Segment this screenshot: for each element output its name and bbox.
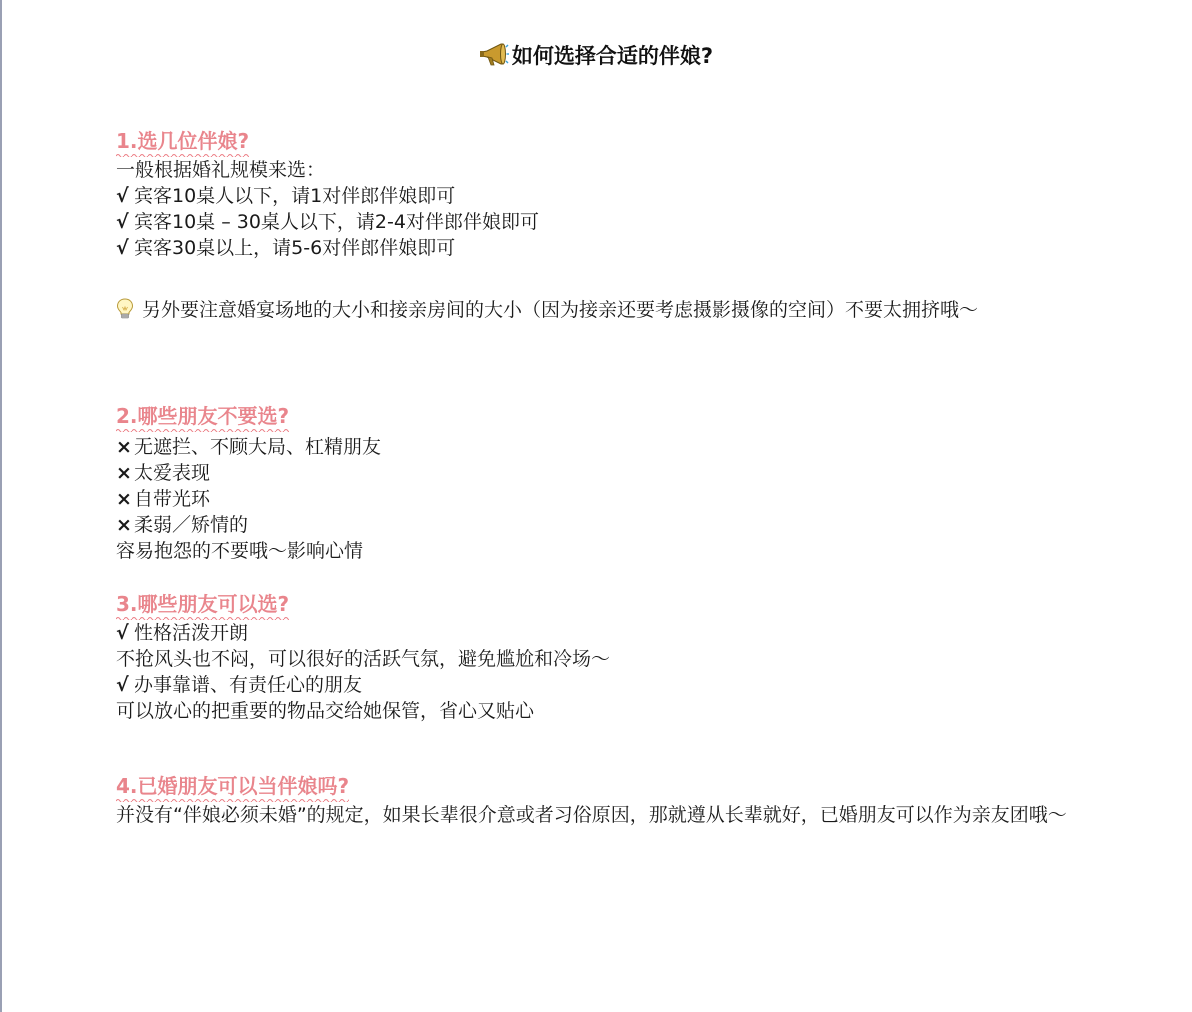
- check-mark: √: [116, 674, 129, 696]
- list-item-text: 宾客30桌以上，请5-6对伴郎伴娘即可: [134, 237, 456, 259]
- list-item: [116, 512, 1096, 538]
- page-edge-rule: [0, 0, 2, 1012]
- list-item: [116, 672, 1096, 698]
- section-3: [116, 591, 1096, 724]
- list-item: [116, 183, 1096, 209]
- check-mark: √: [116, 185, 129, 207]
- list-item: [116, 235, 1096, 261]
- section-2: [116, 403, 1096, 564]
- list-item-text: 自带光环: [134, 488, 211, 510]
- check-mark: √: [116, 622, 129, 644]
- list-item-text: 宾客10桌 – 30桌人以下，请2-4对伴郎伴娘即可: [134, 211, 539, 233]
- cross-mark: ×: [116, 514, 132, 536]
- section-heading: 2.哪些朋友不要选?: [116, 403, 289, 432]
- list-item-text: 太爱表现: [134, 462, 211, 484]
- check-mark: √: [116, 211, 129, 233]
- document-title: [116, 40, 1076, 70]
- section-heading: 1.选几位伴娘?: [116, 128, 249, 157]
- section-4: [116, 773, 1096, 829]
- page-title: 如何选择合适的伴娘?: [511, 44, 714, 68]
- section-1: [116, 128, 1096, 261]
- section-heading: 4.已婚朋友可以当伴娘吗?: [116, 773, 349, 802]
- check-mark: √: [116, 237, 129, 259]
- list-item: [116, 620, 1096, 646]
- section-heading: 3.哪些朋友可以选?: [116, 591, 289, 620]
- list-item-detail: 可以放心的把重要的物品交给她保管，省心又贴心: [116, 700, 535, 722]
- tip-text: 另外要注意婚宴场地的大小和接亲房间的大小（因为接亲还要考虑摄影摄像的空间）不要太拥挤哦～: [142, 299, 979, 321]
- list-item: [116, 209, 1096, 235]
- cross-mark: ×: [116, 488, 132, 510]
- megaphone-icon: [479, 42, 509, 68]
- lightbulb-icon: [116, 298, 134, 320]
- list-item-text: 宾客10桌人以下，请1对伴郎伴娘即可: [134, 185, 456, 207]
- list-item: [116, 486, 1096, 512]
- list-item-text: 性格活泼开朗: [134, 622, 249, 644]
- list-item: [116, 434, 1096, 460]
- tip-paragraph: [116, 297, 1081, 324]
- cross-mark: ×: [116, 462, 132, 484]
- list-item-text: 无遮拦、不顾大局、杠精朋友: [134, 436, 382, 458]
- list-item-text: 柔弱／矫情的: [134, 514, 249, 536]
- list-item-text: 办事靠谱、有责任心的朋友: [134, 674, 363, 696]
- section-body: 并没有“伴娘必须未婚”的规定，如果长辈很介意或者习俗原因，那就遵从长辈就好，已婚朋友可以作为亲友团哦～: [116, 804, 1067, 826]
- cross-mark: ×: [116, 436, 132, 458]
- list-item-detail: 不抢风头也不闷，可以很好的活跃气氛，避免尴尬和冷场～: [116, 648, 611, 670]
- section-note: 容易抱怨的不要哦～影响心情: [116, 540, 364, 562]
- section-intro: 一般根据婚礼规模来选：: [116, 159, 326, 181]
- list-item: [116, 460, 1096, 486]
